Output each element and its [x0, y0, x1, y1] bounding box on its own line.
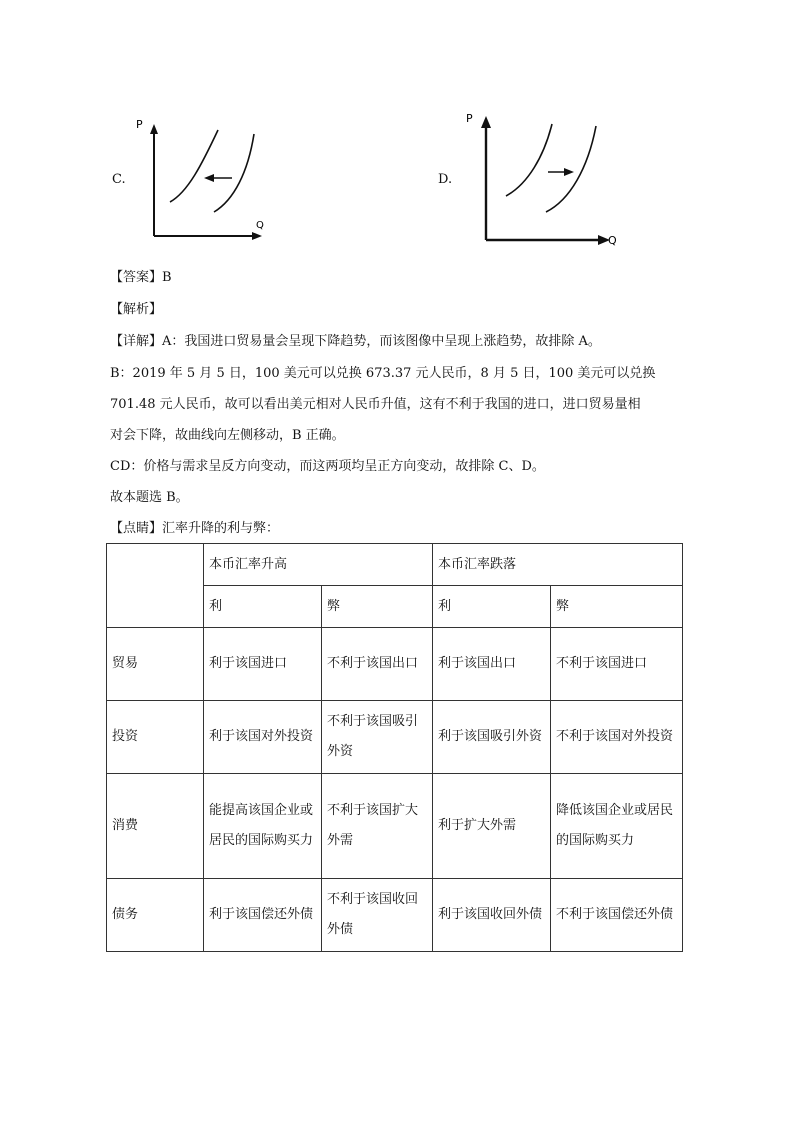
table-subheader-cell: 利	[204, 586, 322, 628]
point-tag: 【点睛】	[110, 521, 163, 536]
answer-line	[110, 270, 172, 286]
table-cell: 利于该国进口	[204, 628, 322, 701]
table-subheader-cell: 利	[433, 586, 551, 628]
detail-tag: 【详解】	[110, 334, 163, 349]
detail-line-3: 701.48 元人民币，故可以看出美元相对人民币升值，这有不利于我国的进口，进口贸易量相	[110, 397, 641, 412]
detail-line-1	[110, 334, 601, 350]
option-c-p-axis: P	[136, 118, 143, 131]
table-cell: 不利于该国偿还外债	[551, 879, 683, 952]
table-row	[107, 879, 683, 952]
option-c-label: C.	[112, 172, 126, 187]
table-subheader-cell: 弊	[322, 586, 433, 628]
table-row-label: 消费	[107, 774, 204, 879]
answer-value: B	[162, 270, 172, 285]
table-subheader-cell: 弊	[551, 586, 683, 628]
table-row	[107, 774, 683, 879]
detail-line-6: 故本题选 B。	[110, 490, 189, 505]
table-cell: 降低该国企业或居民的国际购买力	[551, 774, 683, 879]
table-cell: 利于该国偿还外债	[204, 879, 322, 952]
option-c-x-arrowhead	[252, 232, 262, 240]
point-text: 汇率升降的利与弊：	[162, 521, 280, 536]
exchange-rate-table	[106, 543, 683, 952]
table-header-fall: 本币汇率跌落	[433, 544, 683, 586]
table-row	[107, 628, 683, 701]
option-d-curve-right	[546, 126, 596, 212]
detail-line-5: CD：价格与需求呈反方向变动，而这两项均呈正方向变动，故排除 C、D。	[110, 459, 545, 474]
option-c-q-axis: Q	[256, 220, 264, 231]
table-cell: 不利于该国扩大外需	[322, 774, 433, 879]
analysis-tag: 【解析】	[110, 302, 163, 317]
option-d-right-arrow-icon	[564, 168, 574, 176]
option-c-curve-left	[170, 130, 218, 202]
table-cell: 利于该国吸引外资	[433, 701, 551, 774]
option-d-curve-left	[506, 124, 552, 196]
point-line	[110, 521, 279, 537]
table-cell: 不利于该国吸引外资	[322, 701, 433, 774]
table-row	[107, 701, 683, 774]
table-cell: 利于扩大外需	[433, 774, 551, 879]
option-c-graph	[130, 112, 270, 244]
option-c-y-arrowhead	[150, 124, 158, 134]
table-cell: 能提高该国企业或居民的国际购买力	[204, 774, 322, 879]
table-header-rise: 本币汇率升高	[204, 544, 433, 586]
table-cell: 利于该国出口	[433, 628, 551, 701]
option-d-label: D.	[438, 172, 453, 187]
table-cell: 利于该国对外投资	[204, 701, 322, 774]
option-d-p-axis: P	[466, 112, 473, 125]
table-row-label: 投资	[107, 701, 204, 774]
table-cell: 不利于该国对外投资	[551, 701, 683, 774]
detail-line-2: B：2019 年 5 月 5 日，100 美元可以兑换 673.37 元人民币，8 月 5 日，100 美元可以兑换	[110, 366, 656, 381]
detail-line-4: 对会下降，故曲线向左侧移动，B 正确。	[110, 428, 345, 443]
analysis-line	[110, 302, 162, 318]
option-d-y-arrowhead	[481, 116, 491, 128]
answer-tag: 【答案】	[110, 270, 163, 285]
option-c-curve-right	[214, 134, 254, 212]
table-header-row	[107, 544, 683, 586]
option-c-left-arrow-icon	[204, 174, 214, 182]
table-cell: 不利于该国进口	[551, 628, 683, 701]
table-row-label: 贸易	[107, 628, 204, 701]
option-d-graph	[462, 108, 622, 248]
table-corner-cell	[107, 544, 204, 628]
table-cell: 不利于该国收回外债	[322, 879, 433, 952]
table-row-label: 债务	[107, 879, 204, 952]
table-cell: 不利于该国出口	[322, 628, 433, 701]
table-cell: 利于该国收回外债	[433, 879, 551, 952]
option-d-q-axis: Q	[608, 234, 617, 247]
detail-text-1: A：我国进口贸易量会呈现下降趋势，而该图像中呈现上涨趋势，故排除 A。	[162, 334, 601, 349]
